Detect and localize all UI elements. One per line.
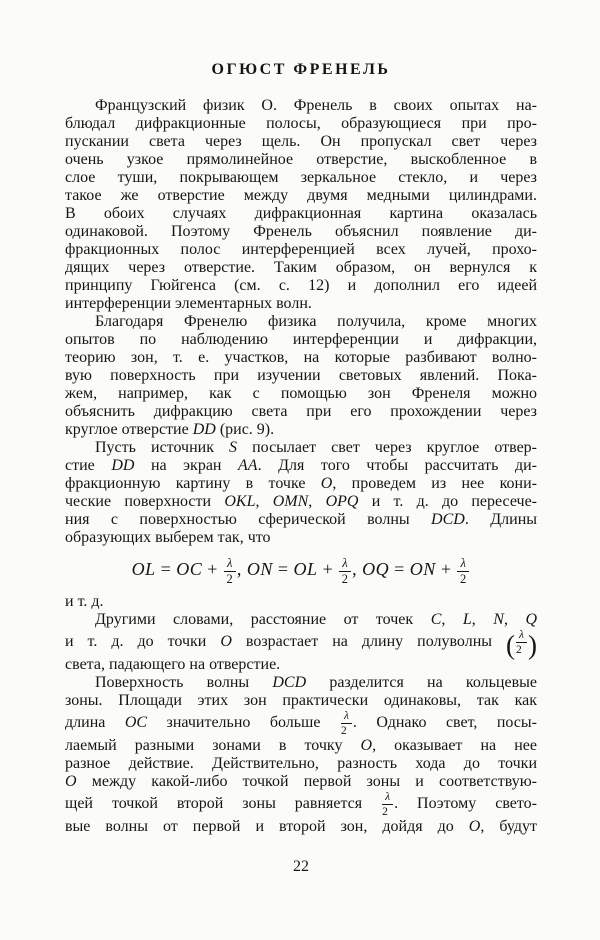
formula-line: [65, 556, 537, 586]
text-run: =: [389, 559, 410, 579]
fraction-denominator: 2: [226, 571, 234, 586]
math-variable: DD: [111, 457, 135, 474]
text-run: и т. д.: [65, 592, 104, 610]
text-line: [65, 773, 537, 791]
text-line: [65, 259, 537, 277]
math-variable: OC: [124, 713, 148, 731]
text-run: и т. д. до точки: [65, 632, 221, 650]
fraction-numerator: λ: [339, 557, 351, 572]
text-line: [65, 223, 537, 241]
text-run: Французский физик О. Френель в своих опытах на-: [95, 97, 537, 114]
text-run: теорию зон, т. е. участков, на которые разбивают волно-: [65, 349, 537, 366]
lambda-over-2-fraction: [338, 557, 352, 586]
text-run: лаемый разными зонами в точку: [65, 737, 361, 755]
fraction-numerator: λ: [516, 629, 527, 643]
text-line: [65, 611, 537, 629]
open-paren: (: [506, 629, 515, 660]
text-line: [65, 205, 537, 223]
text-line: [65, 133, 537, 151]
fraction-numerator: λ: [382, 791, 393, 805]
text-run: одинаковой. Поэтому Френель объяснил появление ди-: [65, 223, 537, 240]
text-run: +: [317, 559, 339, 579]
math-variable: O: [220, 632, 232, 650]
text-run: разное действие. Действительно, разность хода до точки: [65, 755, 537, 773]
text-run: жем, например, как с помощью зон Френеля можно: [65, 385, 537, 402]
text-run: =: [155, 559, 177, 579]
text-run: ческие поверхности: [65, 493, 225, 510]
fraction-denominator: 2: [340, 725, 347, 738]
text-line: [65, 493, 537, 511]
text-line: [65, 421, 537, 439]
math-variable: OPQ: [325, 493, 359, 510]
text-line: [65, 710, 537, 737]
fraction-denominator: 2: [460, 571, 467, 586]
close-paren: ): [527, 629, 537, 660]
text-line: [65, 367, 537, 385]
text-run: ния с поверхностью сферической волны: [65, 511, 432, 528]
text-run: между какой-либо точкой первой зоны и соответствую-: [76, 773, 537, 791]
math-variable: OC: [176, 559, 203, 579]
text-run: Другими словами, расстояние от точек: [95, 610, 431, 628]
text-run: ,: [471, 610, 494, 628]
math-variable: DCD: [272, 674, 307, 691]
page-title: ОГЮСТ ФРЕНЕЛЬ: [211, 61, 391, 78]
text-line: [65, 511, 537, 529]
text-line: [65, 529, 537, 547]
math-variable: L: [462, 610, 472, 628]
math-variable: ON: [409, 559, 436, 579]
math-variable: OL: [293, 559, 318, 579]
text-run: ,: [308, 493, 326, 510]
text-line: [65, 277, 537, 295]
text-line: [65, 628, 537, 660]
text-run: ,: [236, 559, 247, 579]
text-run: дящих через отверстие. Таким образом, он вернулся к: [65, 259, 537, 276]
text-run: фракционную картину в точке: [65, 475, 321, 492]
text-line: [65, 593, 537, 611]
math-variable: O: [65, 773, 77, 791]
lambda-over-2-fraction: [515, 629, 528, 656]
text-run: В обоих случаях дифракционная картина оказалась: [65, 205, 537, 222]
text-run: . Длины: [464, 511, 537, 528]
fraction-denominator: 2: [382, 806, 388, 819]
text-run: вую поверхность при изучении световых явлений. Пока-: [65, 367, 537, 384]
text-line: [65, 818, 537, 836]
text-run: ,: [352, 559, 363, 579]
text-line: [65, 295, 537, 313]
text-line: [65, 475, 537, 493]
text-run: возрастает на длину полуволны: [231, 632, 506, 650]
text-line: [65, 656, 537, 674]
lambda-over-2-fraction: [340, 710, 353, 737]
math-variable: OKL: [224, 493, 256, 510]
lambda-over-2-fraction: [381, 791, 394, 818]
fraction-denominator: 2: [516, 643, 522, 656]
text-run: Благодаря Френелю физика получила, кроме многих: [95, 313, 537, 330]
text-run: . Поэтому свето-: [394, 795, 537, 813]
text-line: [65, 791, 537, 818]
text-run: света, падающего на отверстие.: [65, 656, 281, 673]
text-run: , проведем из нее кони-: [332, 475, 537, 492]
text-run: принципу Гюйгенса (см. с. 12) и дополнил его идеей: [65, 277, 537, 294]
text-run: интерференции элементарных волн.: [65, 295, 312, 312]
text-run: . Однако свет, посы-: [352, 713, 537, 731]
text-line: [65, 439, 537, 457]
text-run: Поверхность волны: [95, 674, 273, 691]
text-run: образующих выберем так, что: [65, 529, 271, 546]
text-line: [65, 692, 537, 710]
fraction-numerator: λ: [224, 557, 236, 572]
lambda-over-2-fraction: [223, 557, 237, 586]
text-run: , оказывает на нее: [372, 737, 537, 755]
text-run: значительно больше: [147, 713, 340, 731]
math-variable: N: [493, 610, 504, 628]
math-variable: OQ: [362, 559, 390, 579]
text-line: [65, 457, 537, 475]
text-run: и т. д. до пересече-: [358, 493, 538, 510]
math-variable: OMN: [272, 493, 309, 510]
math-variable: O: [360, 737, 373, 755]
text-line: [65, 169, 537, 187]
text-run: очень узкое прямолинейное отверстие, выскобленное в: [65, 151, 537, 168]
text-run: . Для того чтобы рассчитать ди-: [257, 457, 538, 474]
text-run: пускании света через щель. Он пропускал свет через: [65, 133, 537, 150]
text-run: разделится на кольцевые: [306, 674, 538, 691]
text-line: [65, 385, 537, 403]
text-run: =: [272, 559, 294, 579]
fraction-numerator: λ: [341, 710, 352, 724]
text-line: [65, 241, 537, 259]
text-line: [65, 755, 537, 773]
text-run: (рис. 9).: [215, 421, 275, 438]
page-number: 22: [293, 858, 309, 876]
math-variable: C: [430, 610, 442, 628]
text-run: Пусть источник: [95, 439, 230, 456]
text-run: +: [435, 559, 457, 579]
fraction-denominator: 2: [341, 571, 349, 586]
math-variable: DCD: [431, 511, 465, 528]
text-run: посылает свет через круглое отвер-: [237, 439, 538, 456]
text-run: +: [202, 559, 223, 579]
math-variable: ON: [246, 559, 273, 579]
math-variable: DD: [192, 421, 216, 438]
text-line: [65, 331, 537, 349]
math-variable: O: [468, 818, 481, 836]
text-line: [65, 151, 537, 169]
text-run: ,: [503, 610, 526, 628]
text-run: вые волны от первой и второй зон, дойдя до: [65, 818, 469, 836]
text-run: круглое отверстие: [65, 421, 193, 438]
text-run: стие: [65, 457, 112, 474]
text-run: ,: [255, 493, 273, 510]
text-run: длина: [65, 713, 125, 731]
text-run: слое туши, покрывающем зеркальное стекло, и через: [65, 169, 537, 186]
body-text: [65, 97, 537, 836]
math-variable: Q: [525, 610, 538, 628]
text-line: [65, 97, 537, 115]
math-variable: OL: [131, 559, 156, 579]
text-run: объяснить дифракцию света при его прохождении через: [65, 403, 537, 420]
text-run: на экран: [134, 457, 239, 474]
text-line: [65, 403, 537, 421]
text-run: опытов по наблюдению интерференции и дифракции,: [65, 331, 537, 348]
text-run: зоны. Площади этих зон практически одинаковы, так как: [65, 692, 537, 709]
text-line: [65, 313, 537, 331]
text-run: ,: [441, 610, 463, 628]
math-variable: O: [320, 475, 333, 492]
fraction-numerator: λ: [457, 557, 469, 572]
text-run: такое же отверстие между двумя медными цилиндрами.: [65, 187, 537, 204]
text-run: фракционных полос интерференцией всех лучей, прохо-: [65, 241, 537, 258]
text-run: , будут: [480, 818, 538, 836]
text-line: [65, 349, 537, 367]
math-variable: S: [229, 439, 238, 456]
lambda-over-2-fraction: [456, 557, 470, 586]
text-run: щей точкой второй зоны равняется: [65, 795, 382, 813]
text-line: [65, 674, 537, 692]
math-variable: AA: [238, 457, 258, 474]
text-line: [65, 187, 537, 205]
text-run: блюдал дифракционные полосы, образующиеся при про-: [65, 115, 537, 132]
text-line: [65, 115, 537, 133]
text-line: [65, 737, 537, 755]
